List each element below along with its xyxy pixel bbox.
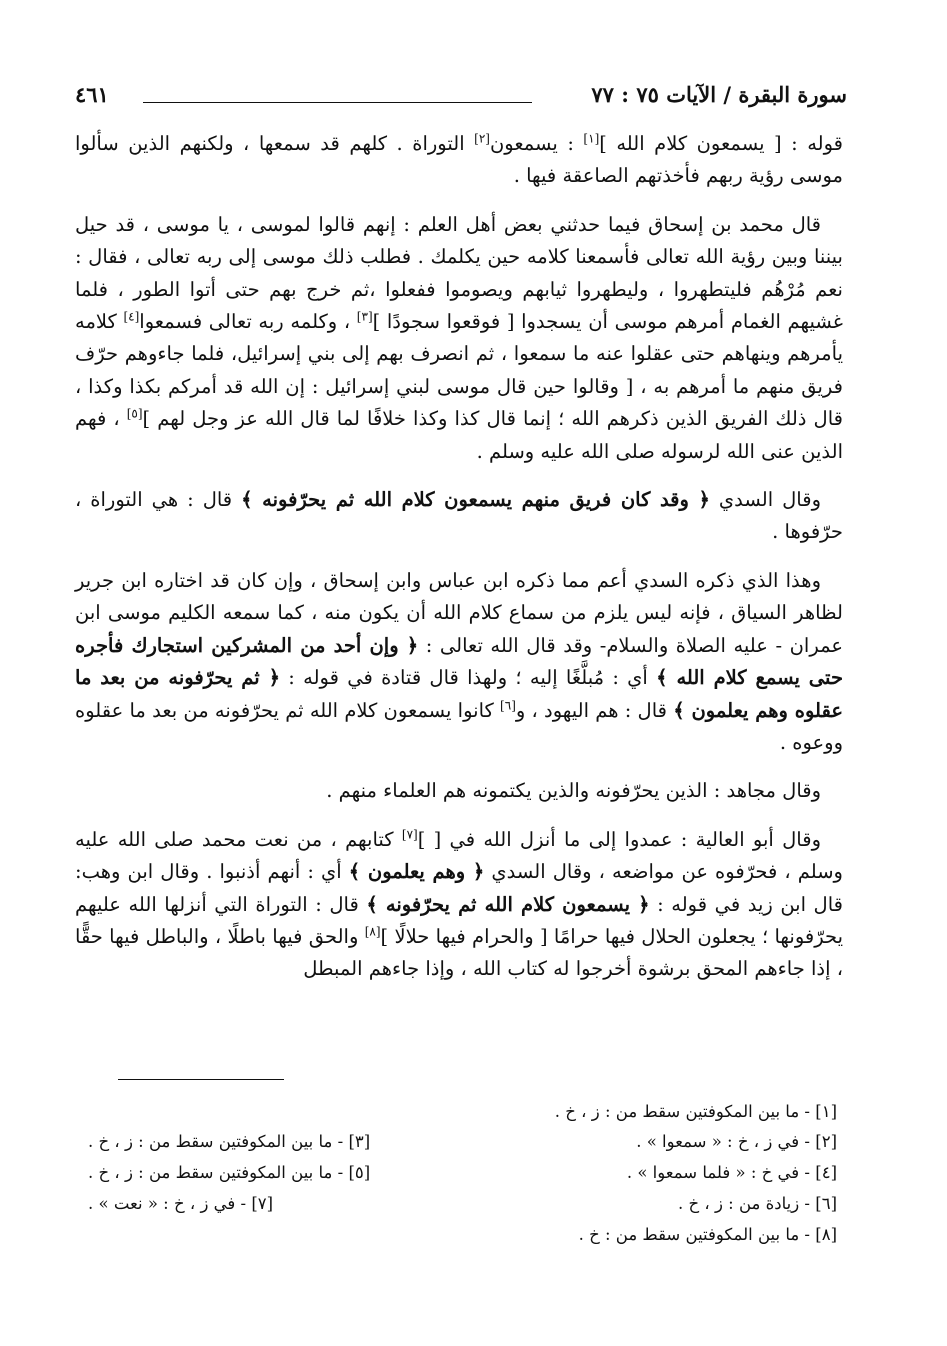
quran-quote: ﴿ وهم يعلمون ﴾ — [348, 860, 485, 884]
surah-title: سورة البقرة / الآيات ٧٥ : ٧٧ — [591, 82, 847, 107]
footnote-marker: [٤] — [123, 309, 140, 324]
paragraph — [75, 209, 843, 468]
text-span: قال محمد بن إسحاق فيما حدثني بعض أهل العلم : إنهم قالوا لموسى ، يا موسى ، قد حيل بيننا وبين رؤية الله تعالى فأسمعنا كلامه حين يكلمك . فطلب ذلك موسى إلى ربه تعالى ، فقال : نعم مُرْهُم فليتطهروا ، وليطهروا ثيابهم ويصوموا ففعلوا ،ثم خرج بهم حتى أتوا الطور ، فلما غشيهم الغمام أمرهم موسى أن يسجدوا [ فوقعوا سجودًا ] — [75, 212, 843, 334]
text-span: والحق فيها باطلًا ، والباطل فيها حقًّا ، إذا جاءهم المحق برشوة أخرجوا له كتاب الله ، وإذا جاءهم المبطل — [75, 924, 843, 981]
text-span: قال : هي التوراة ، حرّفوها . — [75, 488, 843, 544]
quran-quote: ﴿ وإن أحد من المشركين استجارك فأجره حتى يسمع كلام الله ﴾ — [75, 633, 843, 690]
footnote-marker: [٧] — [401, 827, 418, 842]
quran-quote: ﴿ ثم يحرّفونه من بعد ما عقلوه وهم يعلمون ﴾ — [75, 666, 843, 722]
text-span: قال : هم اليهود ، و — [515, 698, 674, 722]
text-span: قوله : [ يسمعون كلام الله ] — [599, 132, 843, 155]
text-span: وقال أبو العالية : عمدوا إلى ما أنزل الله في [ ] — [417, 827, 821, 851]
footnote-marker: [٣] — [356, 309, 373, 324]
footnote-marker: [٢] — [474, 131, 490, 146]
footnote: [١] - ما بين المكوفتين سقط من : ز ، خ . — [554, 1102, 837, 1121]
text-span: وقال مجاهد : الذين يحرّفونه والذين يكتمونه هم العلماء منهم . — [326, 779, 821, 803]
main-text — [75, 128, 843, 1002]
text-span: ، فهم الذين عنى الله لرسوله صلى الله عليه وسلم . — [75, 407, 843, 463]
text-span: وهذا الذي ذكره السدي أعم مما ذكره ابن عباس وابن إسحاق ، وإن كان قد اختاره ابن جرير لظاهر السياق ، فإنه ليس يلزم من سماع كلام الله أن يكون منه ، كما سمعه الكليم موسى ابن عمران - عليه الصلاة والسلام- وقد قال الله تعالى : — [75, 568, 844, 657]
footnote: [٨] - ما بين المكوفتين سقط من : خ . — [578, 1225, 837, 1244]
footnote: [٢] - في ز ، خ : « سمعوا » . — [636, 1132, 837, 1151]
page-number: ٤٦١ — [75, 82, 109, 107]
text-span: التوراة . كلهم قد سمعها ، ولكنهم الذين سألوا موسى رؤية ربهم فأخذتهم الصاعقة فيها . — [75, 132, 843, 188]
quran-quote: ﴿ يسمعون كلام الله ثم يحرّفونه ﴾ — [366, 892, 650, 916]
paragraph — [75, 824, 843, 986]
text-span: : يسمعون — [489, 132, 584, 155]
footnote-marker: [١] — [583, 131, 600, 146]
text-span: كانوا يسمعون كلام الله ثم يحرّفونه من بعد ما عقلوه ووعوه . — [75, 698, 843, 754]
footnote: [٤] - في خ : « فلما سمعوا » . — [626, 1163, 837, 1182]
header-rule — [143, 102, 532, 103]
paragraph — [75, 565, 843, 759]
footnote: [٥] - ما بين المكوفتين سقط من : ز ، خ . — [88, 1163, 371, 1182]
text-span: أي : أنهم أذنبوا . وقال ابن وهب: قال ابن زيد في قوله : — [75, 860, 843, 916]
footnote: [٧] - في ز ، خ : « نعت » . — [88, 1194, 274, 1213]
paragraph — [75, 128, 843, 193]
footnote-marker: [٥] — [126, 406, 143, 421]
text-span: كلامه يأمرهم وينهاهم حتى عقلوا عنه ما سمعوا ، ثم انصرف بهم إلى بني إسرائيل، فلما جاءوهم حرّف فريق منهم ما أمرهم به ، [ وقالوا حين قال موسى لبني إسرائيل : إن الله قد أمركم بكذا وكذا ، قال ذلك الفريق الذين ذكرهم الله ؛ إنما قال كذا وكذا خلافًا لما قال الله عز وجل لهم ] — [75, 310, 844, 431]
quran-quote: ﴿ وقد كان فريق منهم يسمعون كلام الله ثم يحرّفونه ﴾ — [241, 488, 710, 512]
footnote-marker: [٨] — [364, 924, 381, 939]
text-span: قال : التوراة التي أنزلها الله عليهم يحرّفونها ؛ يجعلون الحلال فيها حرامًا [ والحرام فيها حلالًا ] — [75, 892, 843, 948]
footnote: [٣] - ما بين المكوفتين سقط من : ز ، خ . — [88, 1132, 371, 1151]
text-span: كتابهم ، من نعت محمد صلى الله عليه وسلم ، فحرّفوه عن مواضعه ، وقال السدي — [75, 827, 843, 884]
text-span: وقال السدي — [709, 488, 821, 512]
text-span: ، وكلمه ربه تعالى فسمعوا — [139, 310, 357, 334]
text-span: أي : مُبلَّغًا إليه ؛ ولهذا قال قتادة في قوله : — [280, 666, 657, 690]
footnote: [٦] - زيادة من : ز ، خ . — [677, 1194, 837, 1213]
paragraph — [75, 775, 843, 807]
footnote-marker: [٦] — [500, 698, 516, 712]
page-header — [75, 82, 847, 116]
paragraph — [75, 484, 843, 549]
footnote-rule — [118, 1079, 284, 1080]
